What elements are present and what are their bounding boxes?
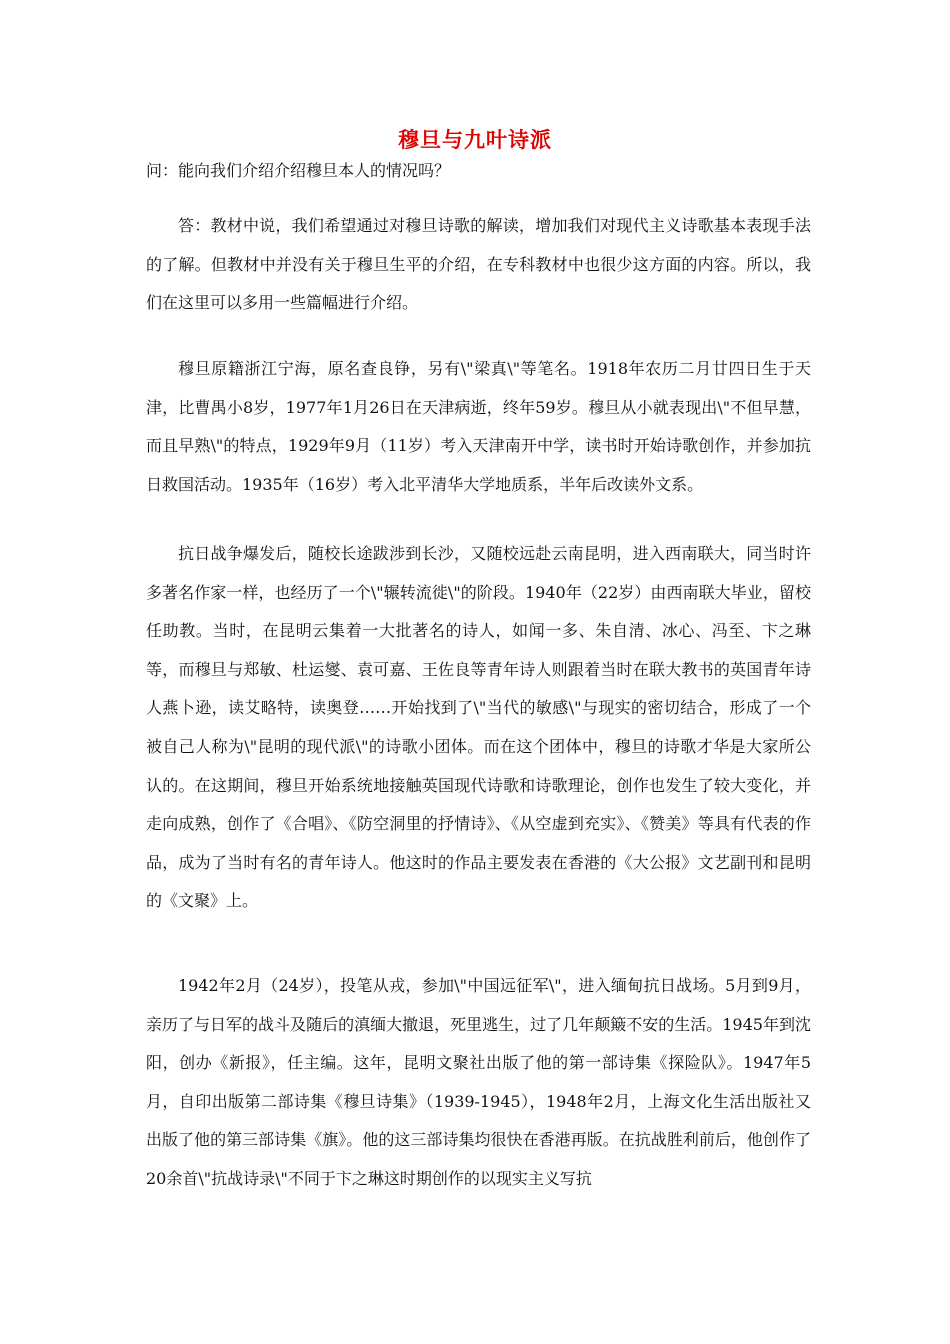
answer-paragraph: 答：教材中说，我们希望通过对穆旦诗歌的解读，增加我们对现代主义诗歌基本表现手法的了解。但教材中并没有关于穆旦生平的介绍，在专科教材中也很少这方面的内容。所以，我们在这里可以多用一些篇幅进行介绍。 bbox=[146, 216, 811, 313]
biography-paragraph-war-years: 抗日战争爆发后，随校长途跋涉到长沙，又随校远赴云南昆明，进入西南联大，同当时许多著名作家一样，也经历了一个\"辗转流徙\"的阶段。1940年（22岁）由西南联大毕业，留校任助教。当时，在昆明云集着一大批著名的诗人，如闻一多、朱自清、冰心、冯至、卞之琳等，而穆旦与郑敏、杜运燮、袁可嘉、王佐良等青年诗人则跟着当时在联大教书的英国青年诗人燕卜逊，读艾略特，读奥登……开始找到了\"当代的敏感\"与现实的密切结合，形成了一个被自己人称为\"昆明的现代派\"的诗歌小团体。而在这个团体中，穆旦的诗歌才华是大家所公认的。在这期间，穆旦开始系统地接触英国现代诗歌和诗歌理论，创作也发生了较大变化，并走向成熟，创作了《合唱》、《防空洞里的抒情诗》、《从空虚到充实》、《赞美》等具有代表的作品，成为了当时有名的青年诗人。他这时的作品主要发表在香港的《大公报》文艺副刊和昆明的《文聚》上。 bbox=[146, 544, 811, 911]
question-text: 问：能向我们介绍介绍穆旦本人的情况吗？ bbox=[146, 161, 451, 180]
biography-paragraph-early-life: 穆旦原籍浙江宁海，原名查良铮，另有\"梁真\"等笔名。1918年农历二月廿四日生于天津，比曹禺小8岁，1977年1月26日在天津病逝，终年59岁。穆旦从小就表现出\"不但早慧，而且早熟\"的特点，1929年9月（11岁）考入天津南开中学，读书时开始诗歌创作，并参加抗日救国活动。1935年（16岁）考入北平清华大学地质系，半年后改读外文系。 bbox=[146, 359, 811, 494]
document-title: 穆旦与九叶诗派 bbox=[398, 127, 552, 152]
biography-paragraph-expedition: 1942年2月（24岁），投笔从戎，参加\"中国远征军\"，进入缅甸抗日战场。5月到9月，亲历了与日军的战斗及随后的滇缅大撤退，死里逃生，过了几年颠簸不安的生活。1945年到沈阳，创办《新报》，任主编。这年，昆明文聚社出版了他的第一部诗集《探险队》。1947年5月，自印出版第二部诗集《穆旦诗集》（1939-1945），1948年2月，上海文化生活出版社又出版了他的第三部诗集《旗》。他的这三部诗集均很快在香港再版。在抗战胜利前后，他创作了20余首\"抗战诗录\"不同于卞之琳这时期创作的以现实主义写抗 bbox=[146, 976, 811, 1188]
